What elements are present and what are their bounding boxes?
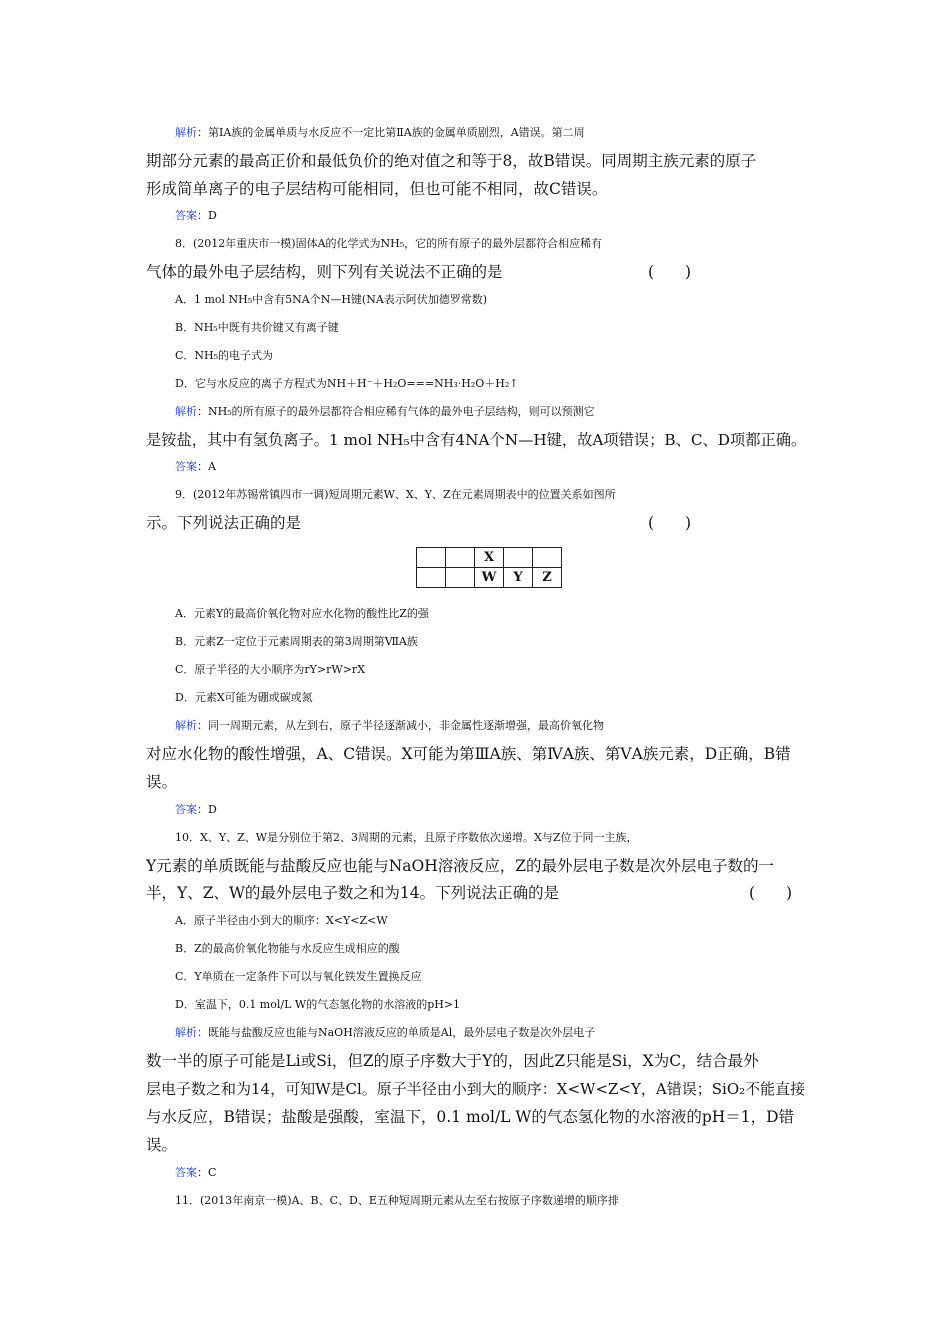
q10-option-d: D．室温下，0.1 mol/L W的气态氢化物的水溶液的pH>1 xyxy=(175,998,461,1011)
q10-analysis-line-1: 解析：既能与盐酸反应也能与NaOH溶液反应的单质是Al，最外层电子数是次外层电子 xyxy=(175,1026,596,1039)
q8-analysis-line-1: 解析：NH₅的所有原子的最外层都符合相应稀有气体的最外电子层结构，则可以预测它 xyxy=(175,405,595,418)
table-cell: Z xyxy=(533,568,562,588)
table-cell xyxy=(417,548,446,568)
answer-label: 答案 xyxy=(175,460,197,473)
q9-option-c: C．原子半径的大小顺序为rY>rW>rX xyxy=(175,663,366,676)
table-cell xyxy=(417,568,446,588)
periodic-table-fragment xyxy=(416,547,562,588)
table-cell xyxy=(504,548,533,568)
table-cell: W xyxy=(475,568,504,588)
q9-stem-line-1: 9．(2012年苏锡常镇四市一调)短周期元素W、X、Y、Z在元素周期表中的位置关系如图所 xyxy=(175,488,616,501)
q10-analysis-line-2: 数一半的原子可能是Li或Si，但Z的原子序数大于Y的，因此Z只能是Si，X为C，结合最外 xyxy=(146,1052,759,1070)
analysis-label: 解析 xyxy=(175,1026,197,1039)
analysis-label: 解析 xyxy=(175,405,197,418)
q10-option-c: C．Y单质在一定条件下可以与氧化铁发生置换反应 xyxy=(175,970,422,983)
q9-option-d: D．元素X可能为硼或碳或氮 xyxy=(175,691,313,704)
q8-answer: 答案：A xyxy=(175,460,216,473)
q8-option-c: C．NH₅的电子式为 xyxy=(175,349,274,362)
table-cell: Y xyxy=(504,568,533,588)
q10-analysis-line-5: 误。 xyxy=(146,1136,178,1154)
q9-analysis-line-3: 误。 xyxy=(146,773,178,791)
q8-option-a: A．1 mol NH₅中含有5NA个N—H键(NA表示阿伏加德罗常数) xyxy=(175,293,488,306)
q9-answer: 答案：D xyxy=(175,803,217,816)
answer-label: 答案 xyxy=(175,209,197,222)
q8-option-b: B．NH₅中既有共价键又有离子键 xyxy=(175,321,339,334)
q9-analysis-line-1: 解析：同一周期元素，从左到右，原子半径逐渐减小，非金属性逐渐增强，最高价氧化物 xyxy=(175,719,604,732)
analysis-label: 解析 xyxy=(175,126,197,139)
q9-option-a: A．元素Y的最高价氧化物对应水化物的酸性比Z的强 xyxy=(175,607,429,620)
table-cell xyxy=(446,548,475,568)
q8-stem-line-1: 8．(2012年重庆市一模)固体A的化学式为NH₅，它的所有原子的最外层都符合相应稀有 xyxy=(175,237,603,250)
table-row xyxy=(417,548,562,568)
q10-stem-line-1: 10．X、Y、Z、W是分别位于第2、3周期的元素，且原子序数依次递增。X与Z位于同一主族， xyxy=(175,831,638,844)
q10-option-b: B．Z的最高价氧化物能与水反应生成相应的酸 xyxy=(175,942,400,955)
table-cell xyxy=(446,568,475,588)
q8-analysis-line-2: 是铵盐，其中有氢负离子。1 mol NH₅中含有4NA个N—H键，故A项错误；B、C、D项都正确。 xyxy=(146,431,807,449)
q7-answer: 答案：D xyxy=(175,209,217,222)
q10-analysis-line-4: 与水反应，B错误；盐酸是强酸，室温下，0.1 mol/L W的气态氢化物的水溶液的pH＝1，D错 xyxy=(146,1108,795,1126)
q7-analysis-line-1: 解析：第ⅠA族的金属单质与水反应不一定比第ⅡA族的金属单质剧烈，A错误。第二周 xyxy=(175,126,585,139)
q9-answer-blank: ( ) xyxy=(648,514,692,532)
q11-stem-line-1: 11．(2013年南京一模)A、B、C、D、E五种短周期元素从左至右按原子序数递增的顺序排 xyxy=(175,1194,619,1207)
table-cell xyxy=(533,548,562,568)
q9-stem-line-2: 示。下列说法正确的是 xyxy=(146,514,302,532)
q8-stem-line-2: 气体的最外电子层结构，则下列有关说法不正确的是 xyxy=(146,263,503,281)
q10-answer: 答案：C xyxy=(175,1166,217,1179)
q9-analysis-line-2: 对应水化物的酸性增强，A、C错误。X可能为第ⅢA族、第ⅣA族、第ⅤA族元素，D正确，B错 xyxy=(146,745,791,763)
q8-option-d: D．它与水反应的离子方程式为NH＋H⁻＋H₂O===NH₃·H₂O＋H₂↑ xyxy=(175,377,519,390)
table-cell: X xyxy=(475,548,504,568)
q10-option-a: A．原子半径由小到大的顺序：X<Y<Z<W xyxy=(175,914,388,927)
q9-option-b: B．元素Z一定位于元素周期表的第3周期第ⅦA族 xyxy=(175,635,418,648)
q7-analysis-line-2: 期部分元素的最高正价和最低负价的绝对值之和等于8，故B错误。同周期主族元素的原子 xyxy=(146,152,757,170)
q10-answer-blank: ( ) xyxy=(749,884,793,902)
answer-label: 答案 xyxy=(175,803,197,816)
q10-analysis-line-3: 层电子数之和为14，可知W是Cl。原子半径由小到大的顺序：X<W<Z<Y，A错误；SiO₂不能直接 xyxy=(146,1080,806,1098)
answer-label: 答案 xyxy=(175,1166,197,1179)
analysis-label: 解析 xyxy=(175,719,197,732)
table-row xyxy=(417,568,562,588)
q8-answer-blank: ( ) xyxy=(648,263,692,281)
q7-analysis-line-3: 形成简单离子的电子层结构可能相同，但也可能不相同，故C错误。 xyxy=(146,180,608,198)
q10-stem-line-2: Y元素的单质既能与盐酸反应也能与NaOH溶液反应，Z的最外层电子数是次外层电子数的一 xyxy=(146,857,775,875)
q10-stem-line-3: 半，Y、Z、W的最外层电子数之和为14。下列说法正确的是 xyxy=(146,884,560,902)
